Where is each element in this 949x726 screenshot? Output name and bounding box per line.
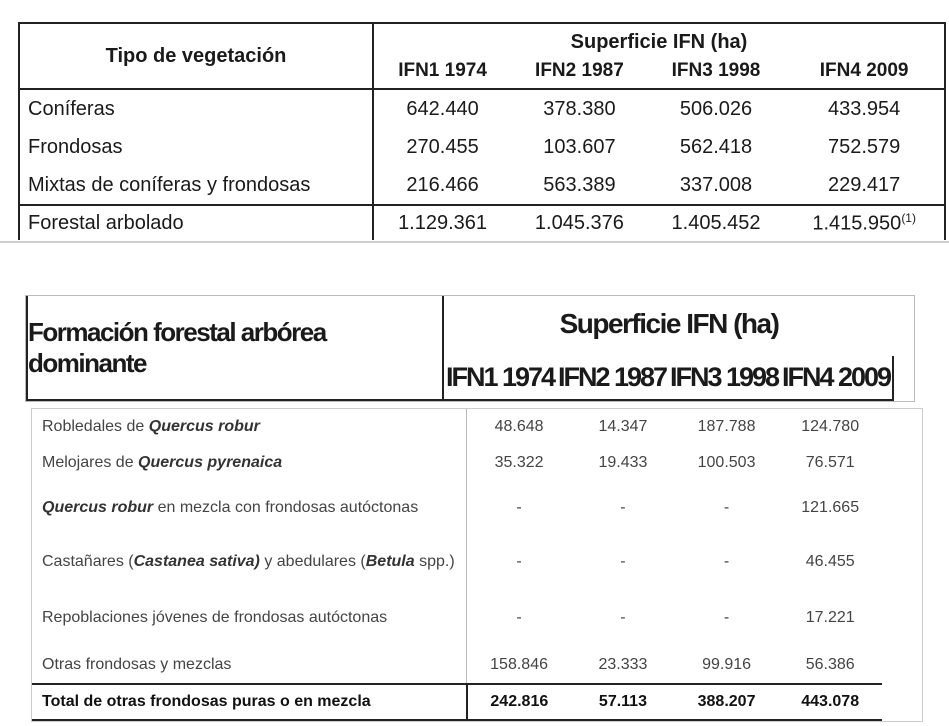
- table-row: [19, 128, 945, 166]
- total-value: 1.129.361: [373, 205, 511, 240]
- vegetation-type-table: [18, 22, 946, 240]
- total-label: Total de otras frondosas puras o en mezcla: [32, 684, 467, 720]
- total-value: 1.415.950: [812, 212, 902, 235]
- table-row: [19, 166, 945, 205]
- cell-value: 76.571: [805, 454, 855, 471]
- header-year: IFN3 1998: [669, 362, 779, 392]
- species-name: Quercus robur: [42, 499, 154, 516]
- cell-value: 48.648: [494, 418, 544, 435]
- total-value: 242.816: [467, 684, 572, 720]
- cell-value: -: [620, 553, 626, 570]
- header-vegetation-type: Tipo de vegetación: [19, 23, 373, 89]
- row-label: Frondosas: [19, 128, 373, 166]
- label-text: Castañares (: [42, 553, 134, 570]
- total-value: 388.207: [675, 684, 779, 720]
- row-label: Mixtas de coníferas y frondosas: [19, 166, 373, 205]
- table-row: [32, 409, 882, 445]
- forest-formation-table-header: [25, 295, 915, 402]
- total-value: 443.078: [778, 684, 882, 720]
- header-year: IFN4 2009: [781, 362, 891, 392]
- cell-value: 100.503: [697, 454, 756, 471]
- cell-value: 14.347: [598, 418, 648, 435]
- cell-value: 229.417: [784, 166, 945, 205]
- cell-value: 642.440: [373, 89, 511, 128]
- header-surface-group: Superficie IFN (ha): [373, 23, 945, 54]
- label-text: y abedulares (: [259, 553, 366, 570]
- header-year: IFN1 1974: [445, 362, 555, 392]
- species-name: Quercus robur: [148, 418, 260, 435]
- cell-value: -: [620, 499, 626, 516]
- table-row: [19, 89, 945, 128]
- cell-value: 46.455: [805, 553, 855, 570]
- row-label: [32, 481, 467, 535]
- total-value: 1.045.376: [511, 205, 648, 240]
- cell-value: 19.433: [598, 454, 648, 471]
- total-value-with-note: [784, 205, 945, 240]
- cell-value: 378.380: [543, 97, 616, 120]
- row-label: Repoblaciones jóvenes de frondosas autóctonas: [32, 589, 467, 647]
- cell-value: 121.665: [801, 499, 860, 516]
- cell-value: 56.386: [805, 656, 855, 673]
- label-text: spp.): [414, 553, 455, 570]
- header-years: [444, 356, 894, 401]
- cell-value: -: [516, 553, 522, 570]
- cell-value: 124.780: [801, 418, 860, 435]
- row-label: Coníferas: [19, 89, 373, 128]
- cell-value: 337.008: [679, 173, 753, 196]
- row-label: [32, 445, 467, 481]
- table-row: [32, 589, 882, 647]
- section-divider: [0, 241, 949, 243]
- header-year: IFN1 1974: [373, 54, 511, 89]
- cell-value: -: [516, 609, 522, 626]
- header-surface-group: Superficie IFN (ha): [559, 308, 779, 339]
- cell-value: 187.788: [697, 418, 756, 435]
- cell-value: -: [723, 499, 730, 516]
- species-name: Betula: [365, 553, 415, 570]
- table-row: [32, 481, 882, 535]
- header-year: IFN4 2009: [784, 54, 945, 89]
- cell-value: 17.221: [805, 609, 855, 626]
- header-year: IFN2 1987: [511, 54, 648, 89]
- table-row: [32, 647, 882, 684]
- total-value: 57.113: [571, 684, 675, 720]
- label-text: Robledales de: [42, 418, 149, 435]
- row-label: [32, 535, 467, 589]
- cell-value: 562.418: [679, 135, 753, 158]
- species-name: Quercus pyrenaica: [138, 454, 283, 471]
- total-value: 1.405.452: [648, 205, 785, 240]
- footnote-marker: (1): [901, 210, 916, 225]
- cell-value: -: [723, 553, 730, 570]
- total-row: [19, 205, 945, 240]
- header-year: IFN3 1998: [648, 54, 785, 89]
- cell-value: 23.333: [598, 656, 648, 673]
- species-name: Castanea sativa): [133, 553, 260, 570]
- cell-value: 158.846: [490, 656, 548, 673]
- row-label: Otras frondosas y mezclas: [32, 647, 467, 684]
- cell-value: 216.466: [373, 166, 511, 205]
- cell-value: 270.455: [373, 128, 511, 166]
- forest-formation-table: [32, 409, 882, 721]
- header-forest-formation: Formación forestal arbórea dominante: [26, 296, 444, 401]
- cell-value: 506.026: [679, 97, 753, 120]
- cell-value: 752.579: [784, 128, 945, 166]
- cell-value: 563.389: [543, 173, 616, 196]
- cell-value: 99.916: [702, 656, 752, 673]
- cell-value: 433.954: [784, 89, 945, 128]
- table-row: [32, 535, 882, 589]
- cell-value: 35.322: [494, 454, 544, 471]
- forest-formation-table-body: [31, 408, 923, 722]
- cell-value: 103.607: [543, 135, 616, 158]
- total-row: [32, 684, 882, 720]
- total-label: Forestal arbolado: [19, 205, 373, 240]
- label-text: en mezcla con frondosas autóctonas: [153, 499, 419, 516]
- cell-value: -: [723, 609, 730, 626]
- cell-value: -: [620, 609, 626, 626]
- row-label: [32, 409, 467, 445]
- header-year: IFN2 1987: [557, 362, 667, 392]
- label-text: Melojares de: [42, 454, 139, 471]
- cell-value: -: [516, 499, 522, 516]
- table-row: [32, 445, 882, 481]
